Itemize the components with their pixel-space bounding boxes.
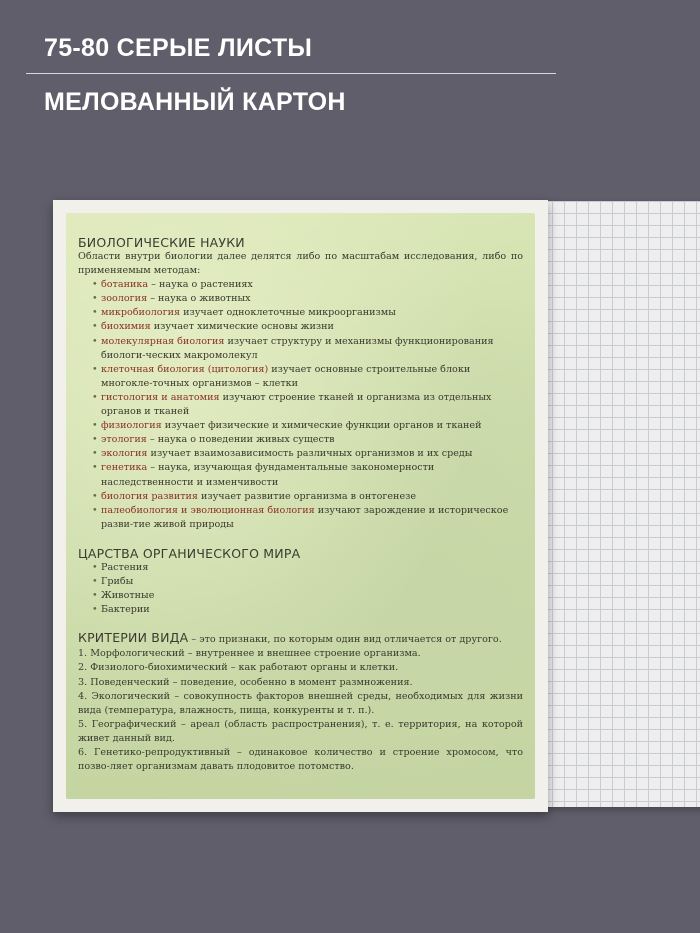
list-item-text: – наука о животных xyxy=(147,293,251,305)
header-title-material: МЕЛОВАННЫЙ КАРТОН xyxy=(44,88,346,116)
cover-info-panel xyxy=(66,213,535,799)
criteria-list xyxy=(78,647,523,774)
list-item xyxy=(92,504,523,532)
list-item-term: молекулярная биология xyxy=(101,335,225,347)
kingdoms-list xyxy=(78,561,523,617)
list-item: • Растения xyxy=(92,561,523,575)
criteria-heading xyxy=(78,631,523,647)
criteria-subtitle: – это признаки, по которым один вид отличается от другого. xyxy=(188,634,502,646)
list-item xyxy=(92,461,523,489)
header-title-count: 75-80 СЕРЫЕ ЛИСТЫ xyxy=(44,34,313,62)
header-divider xyxy=(26,73,556,74)
list-item-text: изучает основные строительные блоки многокле-точных организмов – клетки xyxy=(101,363,471,389)
bio-sciences-title: БИОЛОГИЧЕСКИЕ НАУКИ xyxy=(78,235,245,250)
list-item-text: изучает химические основы жизни xyxy=(150,321,334,333)
notebook-cover xyxy=(53,200,548,812)
list-item-term: экология xyxy=(101,448,148,460)
list-item-term: палеобиология и эволюционная биология xyxy=(101,504,315,516)
list-item-text: изучают зарождение и историческое разви-тие живой природы xyxy=(101,504,509,530)
list-item-text: изучают строение тканей и организма из отдельных органов и тканей xyxy=(101,391,492,418)
list-item xyxy=(92,433,523,447)
list-item-text: изучает одноклеточные микроорганизмы xyxy=(180,307,396,319)
list-item xyxy=(92,447,523,461)
list-item xyxy=(92,391,523,419)
list-item: 2. Физиолого-биохимический – как работают органы и клетки. xyxy=(78,662,399,674)
list-item: • Бактерии xyxy=(92,603,523,617)
list-item: 3. Поведенческий – поведение, особенно в момент размножения. xyxy=(78,676,413,688)
list-item-term: микробиология xyxy=(101,307,181,319)
list-item-text: – наука, изучающая фундаментальные закономерности наследственности и изменчивости xyxy=(101,462,435,488)
kingdoms-title: ЦАРСТВА ОРГАНИЧЕСКОГО МИРА xyxy=(78,545,301,561)
list-item-term: физиология xyxy=(101,420,162,432)
list-item-term: биология развития xyxy=(101,490,198,502)
list-item xyxy=(92,490,523,504)
list-item-term: этология xyxy=(101,434,147,446)
list-item-text: изучает взаимозависимость различных организмов и их среды xyxy=(147,448,473,460)
list-item-term: гистология и анатомия xyxy=(101,391,220,403)
list-item-term: клеточная биология (цитология) xyxy=(101,363,269,375)
list-item xyxy=(92,320,523,334)
list-item-term: ботаника xyxy=(101,279,149,291)
list-item xyxy=(92,306,523,320)
list-item-text: изучает развитие организма в онтогенезе xyxy=(197,490,417,502)
list-item xyxy=(92,335,523,363)
list-item-text: изучает физические и химические функции органов и тканей xyxy=(161,420,482,432)
criteria-title: КРИТЕРИИ ВИДА xyxy=(78,630,189,646)
list-item-text: – наука о растениях xyxy=(148,279,253,291)
list-item: 1. Морфологический – внутреннее и внешнее строение организма. xyxy=(78,648,421,660)
list-item xyxy=(92,292,523,306)
list-item-term: генетика xyxy=(101,462,148,474)
list-item-text: – наука о поведении живых существ xyxy=(146,434,335,446)
bio-sciences-list xyxy=(78,278,523,532)
list-item: 5. Географический – ареал (область распространения), т. е. территория, на которой живет данный вид. xyxy=(78,718,523,744)
list-item xyxy=(92,363,523,391)
list-item-text: изучает структуру и механизмы функционирования биологи-ческих макромолекул xyxy=(101,335,494,361)
list-item-term: зоология xyxy=(101,293,148,305)
list-item xyxy=(92,278,523,292)
list-item: 6. Генетико-репродуктивный – одинаковое количество и строение хромосом, что позво-ляет организмам давать плодовитое потомство. xyxy=(78,747,523,773)
bio-sciences-intro: Области внутри биологии далее делятся либо по масштабам исследования, либо по применяемым методам: xyxy=(78,251,523,277)
list-item xyxy=(92,419,523,433)
grid-paper-page xyxy=(540,201,700,807)
list-item: • Животные xyxy=(92,589,523,603)
list-item-term: биохимия xyxy=(101,321,151,333)
list-item: • Грибы xyxy=(92,575,523,589)
list-item: 4. Экологический – совокупность факторов внешней среды, необходимых для жизни вида (температура, влажность, пища, конкуренты и т. п.). xyxy=(78,690,523,716)
